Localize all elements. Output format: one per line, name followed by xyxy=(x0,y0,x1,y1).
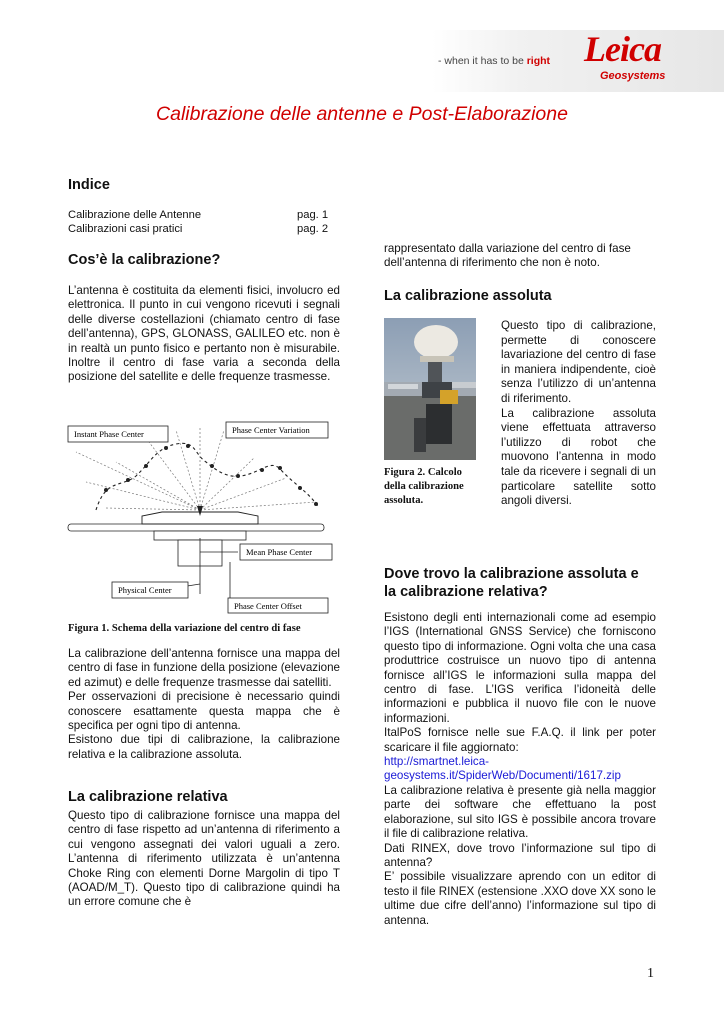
tagline-prefix: - when it has to be xyxy=(438,55,527,67)
figure2-caption: Figura 2. Calcolo della calibrazione assoluta. xyxy=(384,467,464,506)
download-link[interactable]: http://smartnet.leica- xyxy=(384,755,490,769)
toc-row-page: pag. 2 xyxy=(297,223,329,235)
toc-row-label: Calibrazioni casi pratici xyxy=(68,223,183,235)
paragraph-part: Esistono degli enti internazionali come ad esempio l’IGS (International GNSS Service) che forniscono questo tipo di informazione. Ogni volta che una casa produttrice costruisce un nuovo tipo di antenna fornisce all’IGS le informazioni sulla mappa del centro di fase. L’IGS verifica l’idoneità delle informazioni e pubblica il nuovo file con le nuove informazioni. xyxy=(384,611,656,725)
page-title: Calibrazione delle antenne e Post-Elaborazione xyxy=(156,103,568,125)
tagline xyxy=(438,55,550,67)
heading-line: Dove trovo la calibrazione assoluta e xyxy=(384,566,639,582)
section-paragraph xyxy=(68,647,340,762)
page-number: 1 xyxy=(647,966,654,981)
indice-heading: Indice xyxy=(68,177,110,193)
download-link[interactable]: geosystems.it/SpiderWeb/Documenti/1617.zip xyxy=(384,769,621,783)
label-physical-center: Physical Center xyxy=(118,585,172,595)
section-paragraph: Questo tipo di calibrazione fornisce una mappa del centro di fase rispetto ad un’antenna di riferimento a cui vengono assegnati dei valori uguali a zero. L’antenna di riferimento utilizzata è un’antenna Choke Ring con elementi Dorne Margolin di tipo T (AOAD/M_T). Questo tipo di calibrazione quindi ha un errore comune che è xyxy=(68,809,340,909)
phase-center-diagram xyxy=(66,418,342,614)
leica-logo-subtitle: Geosystems xyxy=(600,70,666,82)
toc-row xyxy=(68,209,348,223)
label-mean-phase-center: Mean Phase Center xyxy=(246,547,313,557)
section-paragraph: rappresentato dalla variazione del centro di fase dell’antenna di riferimento che non è noto. xyxy=(384,242,631,270)
section-paragraph xyxy=(501,319,656,509)
section-heading-relativa: La calibrazione relativa xyxy=(68,789,228,805)
antenna-robot-photo xyxy=(384,318,476,460)
paragraph-part: Questo tipo di calibrazione, permette di conoscere lavariazione del centro di fase in maniera indipendente, cioè senza l’utilizzo di un’antenna di riferimento. xyxy=(501,319,656,405)
leica-logo: Leica xyxy=(584,29,661,69)
figure1-caption: Figura 1. Schema della variazione del centro di fase xyxy=(68,623,301,634)
label-phase-center-offset: Phase Center Offset xyxy=(234,601,302,611)
section-paragraph xyxy=(384,611,656,928)
toc-row-page: pag. 1 xyxy=(297,209,329,221)
section-heading-dove xyxy=(384,565,639,601)
table-of-contents xyxy=(68,209,348,237)
label-phase-center-variation: Phase Center Variation xyxy=(232,425,310,435)
label-instant-phase-center: Instant Phase Center xyxy=(74,429,144,439)
section-paragraph: L’antenna è costituita da elementi fisici, involucro ed elettronica. Il punto in cui vengono ricevuti i segnali delle diverse costellazioni (chiamato centro di fase dell’antenna), GPS, GLONASS, GALILEO etc. non è in realtà un punto fisico e pertanto non è misurabile. Inoltre il centro di fase varia a seconda della posizione del satellite e delle frequenze trasmesse. xyxy=(68,284,340,384)
paragraph-part: La calibrazione assoluta viene effettuata attraverso l’utilizzo di robot che muovono l’antenna in modo tale da ricevere i segnali di un particolare satellite sotto angoli diversi. xyxy=(501,406,656,508)
heading-line: la calibrazione relativa? xyxy=(384,584,548,600)
paragraph-part: Dati RINEX, dove trovo l’informazione sul tipo di antenna? xyxy=(384,841,656,869)
paragraph-line: Per osservazioni di precisione è necessario quindi conoscere esattamente questa mappa che è specifica per ogni tipo di antenna. xyxy=(68,690,340,733)
section-heading-assoluta: La calibrazione assoluta xyxy=(384,288,552,304)
paragraph-part: La calibrazione relativa è presente già nella maggior parte dei software che effettuano la post elaborazione, sul sito IGS è possibile ancora trovare il file di calibrazione relativa. xyxy=(384,783,656,841)
toc-row xyxy=(68,223,348,237)
paragraph-part: E’ possibile visualizzare aprendo con un editor di testo il file RINEX (estensione .XXO dove XX sono le ultime due cifre dell’anno) l’informazione sul tipo di antenna. xyxy=(384,870,656,927)
paragraph-line: Esistono due tipi di calibrazione, la calibrazione relativa e la calibrazione assoluta. xyxy=(68,733,340,761)
paragraph-line: La calibrazione dell’antenna fornisce una mappa del centro di fase in funzione della posizione (elevazione ed azimut) e delle frequenze trasmesse dai satelliti. xyxy=(68,647,340,689)
toc-row-label: Calibrazione delle Antenne xyxy=(68,209,202,221)
section-heading-calibrazione: Cos’è la calibrazione? xyxy=(68,252,221,268)
tagline-emphasis: right xyxy=(526,55,551,67)
paragraph-part: ItalPoS fornisce nelle sue F.A.Q. il link per poter scaricare il file aggiornato: xyxy=(384,726,656,754)
